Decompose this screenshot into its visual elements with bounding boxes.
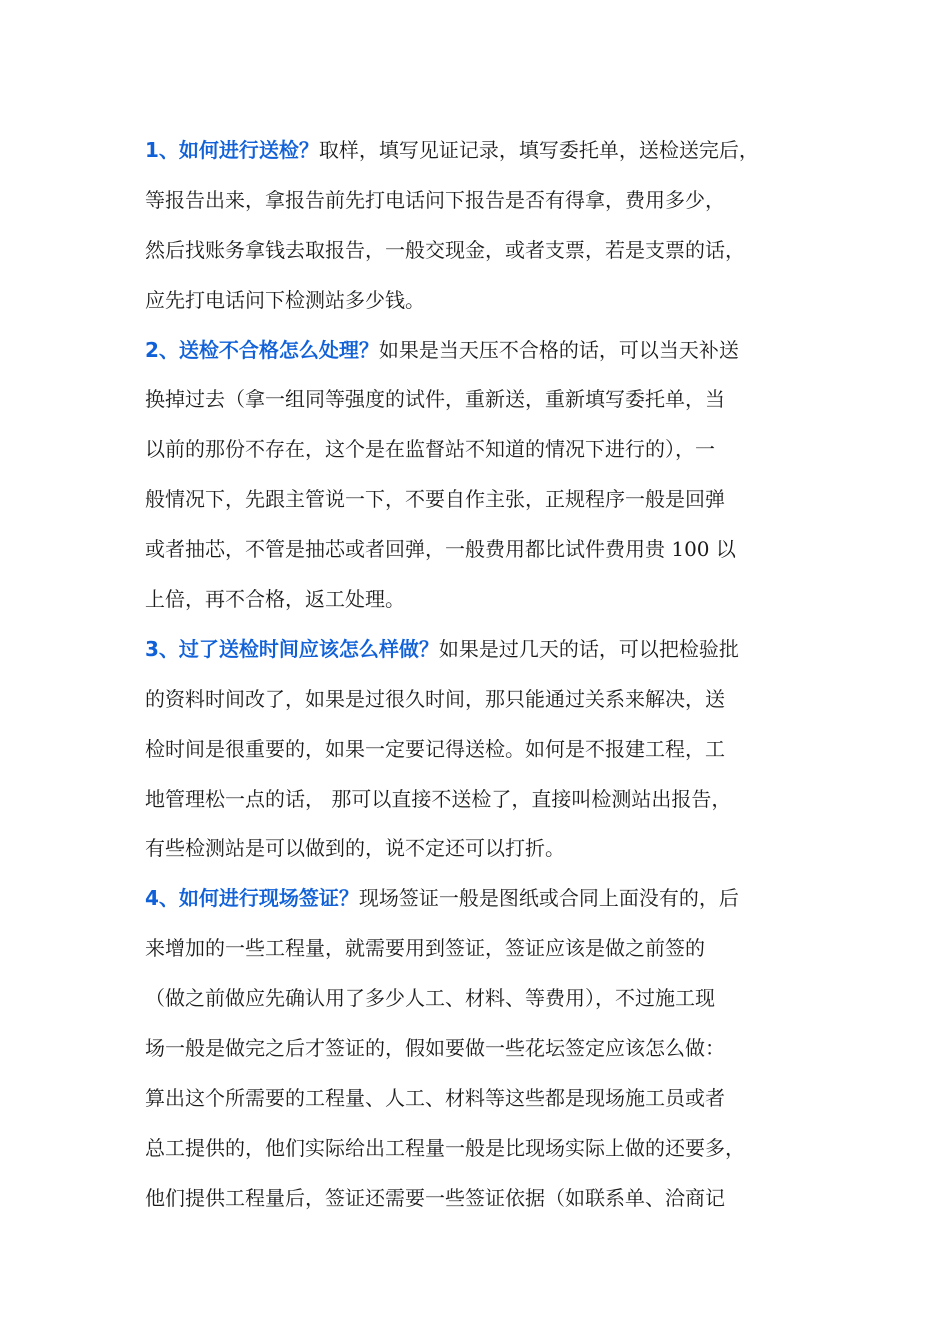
- section-3-line-2: 的资料时间改了，如果是过很久时间，那只能通过关系来解决，送: [145, 686, 725, 711]
- section-3-line-3: 检时间是很重要的，如果一定要记得送检。如何是不报建工程，工: [145, 736, 725, 761]
- section-4-line-1: [145, 874, 815, 924]
- section-4-line-7: 他们提供工程量后，签证还需要一些签证依据（如联系单、洽商记: [145, 1185, 725, 1210]
- section-4-line-4: 场一般是做完之后才签证的，假如要做一些花坛签定应该怎么做：: [145, 1036, 725, 1061]
- section-4-line-3: （做之前做应先确认用了多少人工、材料、等费用），不过施工现: [145, 986, 715, 1011]
- section-3-text: 如果是过几天的话，可以把检验批: [438, 636, 739, 661]
- section-2-line-4: 般情况下，先跟主管说一下，不要自作主张，正规程序一般是回弹: [145, 487, 725, 512]
- section-2-heading: 2、送检不合格怎么处理？: [145, 337, 379, 362]
- section-1-text: 取样，填写见证记录，填写委托单，送检送完后，: [318, 138, 759, 162]
- section-2-line-1: [145, 326, 815, 376]
- section-4-line-2: 来增加的一些工程量，就需要用到签证，签证应该是做之前签的: [145, 936, 705, 961]
- section-1-line-3: 然后找账务拿钱去取报告，一般交现金，或者支票，若是支票的话，: [145, 237, 745, 262]
- section-2-line-6: 上倍，再不合格，返工处理。: [145, 587, 405, 612]
- section-3-line-5: 有些检测站是可以做到的，说不定还可以打折。: [145, 836, 565, 861]
- section-2-line-3: 以前的那份不存在，这个是在监督站不知道的情况下进行的），一: [145, 437, 715, 462]
- section-4-line-5: 算出这个所需要的工程量、人工、材料等这些都是现场施工员或者: [145, 1085, 725, 1110]
- section-3-heading: 3、过了送检时间应该怎么样做？: [145, 636, 439, 661]
- document-body: [145, 126, 815, 1224]
- section-1-heading: 1、如何进行送检？: [145, 138, 319, 162]
- section-3-line-4: 地管理松一点的话， 那可以直接不送检了，直接叫检测站出报告，: [145, 786, 732, 811]
- section-2-line-2: 换掉过去（拿一组同等强度的试件，重新送，重新填写委托单，当: [145, 387, 725, 412]
- section-2-text: 如果是当天压不合格的话，可以当天补送: [378, 337, 739, 362]
- section-1-line-4: 应先打电话问下检测站多少钱。: [145, 287, 425, 312]
- section-3-line-1: [145, 625, 815, 675]
- section-1-line-1: [145, 126, 815, 176]
- section-2-line-5: 或者抽芯，不管是抽芯或者回弹，一般费用都比试件费用贵 100 以: [145, 537, 736, 562]
- section-4-line-6: 总工提供的，他们实际给出工程量一般是比现场实际上做的还要多，: [145, 1135, 745, 1160]
- section-4-text: 现场签证一般是图纸或合同上面没有的，后: [358, 886, 739, 911]
- section-1-line-2: 等报告出来，拿报告前先打电话问下报告是否有得拿，费用多少，: [145, 187, 725, 212]
- section-4-heading: 4、如何进行现场签证？: [145, 886, 359, 911]
